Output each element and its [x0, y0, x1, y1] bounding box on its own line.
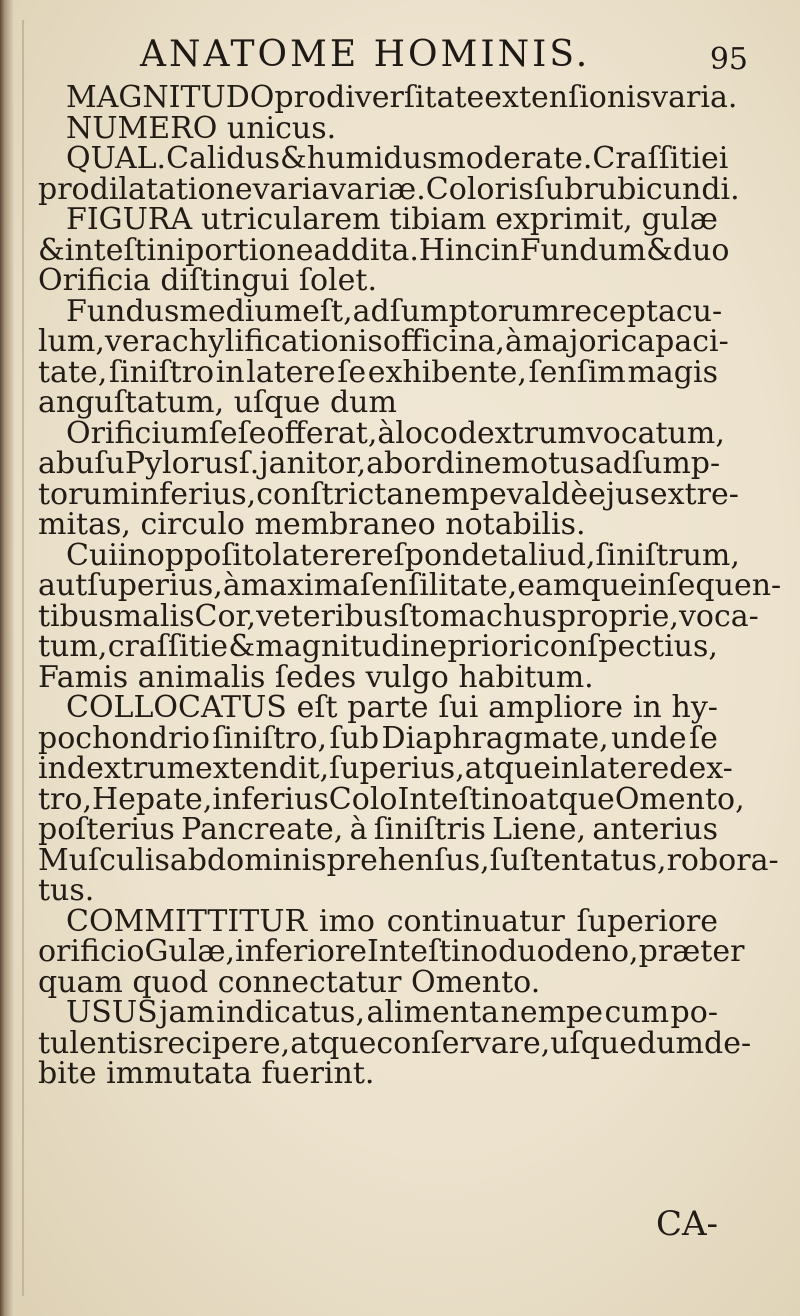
word: oppoſito [146, 537, 273, 573]
word: unicus. [226, 110, 337, 146]
word: extre- [649, 476, 739, 512]
word: MAGNITUDO [66, 80, 275, 115]
word: tro, [38, 781, 92, 817]
word: USUS [66, 995, 158, 1030]
word: præter [638, 934, 745, 969]
word: Hepate, [92, 781, 213, 817]
word: Craſſitiei [592, 141, 729, 176]
word: ſuſtentatus, [489, 842, 667, 878]
word: motus [501, 446, 595, 481]
word: receptacu- [560, 293, 723, 329]
word: Pancreate, [181, 812, 344, 847]
word: de- [703, 1025, 752, 1061]
word: tum, [38, 629, 108, 664]
word: Famis [38, 659, 138, 695]
text-line [38, 354, 718, 390]
word: connectatur [217, 964, 411, 1000]
text-line [38, 690, 718, 725]
word: dex- [669, 751, 733, 786]
catchword: CA- [655, 1204, 718, 1244]
word: ſtomachus [398, 598, 557, 634]
word: latere [272, 537, 362, 573]
word: prehenſus, [326, 842, 490, 878]
word: FIGURA [66, 202, 193, 237]
word: alimenta [366, 995, 500, 1030]
text-line [38, 385, 718, 420]
word: atque [528, 781, 615, 817]
word: ab [38, 446, 76, 481]
word: ſubrubicundi. [533, 171, 740, 207]
word: Coloris [425, 171, 534, 207]
word: à [349, 812, 368, 847]
word: vocatum, [585, 415, 725, 451]
word: janitor, [259, 446, 367, 481]
word: extendit, [194, 751, 330, 786]
text-line [38, 781, 745, 817]
text-line [38, 293, 723, 329]
word: ampliore [488, 690, 624, 725]
word: Muſculis [38, 842, 170, 878]
word: magnitudine [255, 629, 448, 664]
word: fuerint. [261, 1056, 375, 1091]
text-line [38, 507, 718, 542]
word: medium [179, 293, 303, 329]
word: & [228, 629, 256, 664]
word: conſtricta [256, 476, 405, 512]
word: membraneo [254, 507, 446, 542]
word: tulentis [38, 1025, 154, 1061]
text-line [38, 202, 718, 237]
word: conſervare, [376, 1025, 551, 1061]
word: ſuperius, [87, 568, 223, 603]
word: magis [627, 354, 718, 390]
word: ſuperiore [576, 903, 718, 939]
word: nempe [404, 476, 507, 512]
word: moderate. [437, 141, 593, 176]
word: continuatur [386, 903, 565, 939]
word: tibus [38, 598, 114, 634]
word: ſeſe [208, 415, 267, 451]
word: in [632, 690, 662, 725]
text-line [38, 446, 721, 481]
word: cum [604, 995, 670, 1030]
word: ſui [438, 690, 479, 725]
word: veteribus [256, 598, 399, 634]
word: Orificia [38, 263, 161, 298]
word: uſque [550, 1025, 637, 1061]
word: poſterius [38, 812, 175, 847]
word: majori [522, 324, 621, 359]
word: ſiniſtris [373, 812, 486, 847]
word: Cui [66, 537, 118, 573]
word: inſequen- [637, 568, 782, 603]
word: COLLOCATUS [66, 690, 287, 725]
word: Colo [328, 781, 398, 817]
word: loco [395, 415, 458, 451]
word: atque [464, 751, 551, 786]
word: Gulæ, [144, 934, 236, 969]
word: conſpectius, [532, 629, 718, 664]
word: Inteſtino [397, 781, 529, 817]
word: jam [159, 995, 215, 1030]
text-line [38, 934, 745, 969]
text-line [38, 751, 733, 786]
word: Hinc [418, 232, 491, 268]
word: à [504, 324, 523, 359]
word: orificio [38, 934, 145, 969]
word: eſt [296, 690, 338, 725]
word: in [38, 751, 67, 786]
word: utricularem [201, 202, 381, 237]
word: aut [38, 568, 88, 603]
word: Liene, [492, 812, 587, 847]
word: offerat, [266, 415, 378, 451]
word: ſenſim [528, 354, 626, 390]
text-line [38, 812, 718, 847]
word: ſedes [274, 659, 366, 695]
word: tate, [38, 354, 108, 390]
word: ſe [337, 354, 367, 390]
text-line [38, 629, 718, 664]
word: diverſitate [326, 80, 485, 115]
word: gulæ [641, 202, 718, 237]
word: varia [252, 171, 330, 207]
word: circulo [140, 507, 255, 542]
text-line [38, 842, 779, 878]
word: latere [579, 751, 670, 786]
word: & [280, 141, 307, 176]
text-line [38, 80, 738, 115]
word: & [38, 232, 65, 268]
word: pro [274, 80, 326, 115]
text-line [38, 476, 739, 512]
word: torum [38, 476, 131, 512]
text-line [38, 568, 782, 603]
word: Orificium [66, 415, 209, 451]
text-line [38, 324, 729, 359]
binding-gutter [0, 0, 14, 1316]
gutter-shadow [22, 20, 24, 1296]
word: animalis [137, 659, 275, 695]
word: voca- [678, 598, 759, 634]
word: adſumptorum [352, 293, 561, 329]
running-title: ANATOME HOMINIS. [140, 34, 591, 75]
text-line [38, 232, 730, 268]
text-line [38, 110, 718, 146]
word: anterius [592, 812, 718, 847]
word: ſenſilitate, [359, 568, 518, 603]
word: inferiore [235, 934, 367, 969]
word: ſ. [238, 446, 260, 481]
word: in [550, 751, 580, 786]
word: inteſtini [64, 232, 186, 268]
word: ſuperius, [329, 751, 465, 786]
body-text [38, 80, 782, 1091]
word: inferius, [130, 476, 257, 512]
word: eſt, [302, 293, 353, 329]
word: Fundus [66, 293, 180, 329]
word: robora- [666, 842, 779, 878]
word: dextrum [66, 751, 195, 786]
text-line [38, 659, 718, 695]
text-line [38, 141, 729, 176]
word: pro [38, 171, 90, 207]
word: in [215, 354, 245, 390]
word: imo [318, 903, 375, 939]
word: aliud, [510, 537, 596, 573]
word: Cor, [194, 598, 257, 634]
word: valdè [506, 476, 589, 512]
word: addita. [313, 232, 419, 268]
word: portione [185, 232, 314, 268]
word: priori [447, 629, 533, 664]
word: Diaphragmate, [381, 720, 609, 756]
word: ejus [588, 476, 650, 512]
word: diſtingui [160, 263, 299, 298]
word: tibiam [389, 202, 487, 237]
word: immutata [106, 1056, 262, 1091]
word: varia. [651, 80, 738, 115]
word: po- [670, 995, 718, 1030]
word: recipere, [153, 1025, 291, 1061]
word: mitas, [38, 507, 141, 542]
word: QUAL. [66, 141, 167, 176]
word: proprie, [556, 598, 679, 634]
text-line [38, 964, 718, 1000]
word: uſque [233, 385, 330, 420]
word: eamque [517, 568, 638, 603]
word: dilatatione [89, 171, 253, 207]
text-line [38, 1025, 752, 1061]
page-header [40, 28, 760, 78]
word: duo [672, 232, 730, 268]
word: exprimit, [495, 202, 633, 237]
text-line [38, 263, 718, 298]
word: Fundum [519, 232, 647, 268]
word: latere [246, 354, 336, 390]
word: à [377, 415, 396, 451]
text-line [38, 873, 718, 908]
word: ſiniſtrum, [595, 537, 740, 573]
text-line [38, 720, 718, 756]
word: dum [329, 385, 397, 420]
word: inferius [212, 781, 329, 817]
text-line [38, 903, 718, 939]
word: habitum. [458, 659, 594, 695]
word: extenſionis [484, 80, 652, 115]
word: maxima [240, 568, 360, 603]
page-number: 95 [709, 42, 748, 77]
word: in [490, 232, 520, 268]
word: ordine [403, 446, 502, 481]
word: uſu [75, 446, 125, 481]
word: exhibente, [367, 354, 527, 390]
word: Omento. [411, 964, 541, 1000]
word: malis [113, 598, 195, 634]
text-line [38, 995, 718, 1030]
word: pochondrio [38, 720, 210, 756]
word: humidus [306, 141, 438, 176]
word: ab [366, 446, 404, 481]
word: parte [347, 690, 429, 725]
word: quod [132, 964, 218, 1000]
word: reſpondet [361, 537, 511, 573]
text-line [38, 171, 740, 207]
word: à [222, 568, 241, 603]
word: officina, [382, 324, 505, 359]
word: capaci- [620, 324, 729, 359]
word: duodeno, [498, 934, 639, 969]
word: vera [104, 324, 172, 359]
word: ſiniſtro [108, 354, 215, 390]
word: in [117, 537, 147, 573]
word: abdominis [169, 842, 327, 878]
text-line [38, 537, 740, 573]
word: atque [290, 1025, 377, 1061]
word: nempe [500, 995, 603, 1030]
word: hy- [671, 690, 718, 725]
word: craſſitie [107, 629, 228, 664]
word: bite [38, 1056, 107, 1091]
word: anguſtatum, [38, 385, 234, 420]
word: unde [611, 720, 687, 756]
word: Calidus [166, 141, 281, 176]
text-line [38, 1056, 718, 1091]
word: Pylorus [124, 446, 239, 481]
word: dum [637, 1025, 704, 1061]
word: notabilis. [445, 507, 586, 542]
word: vulgo [365, 659, 459, 695]
text-line [38, 415, 725, 451]
word: adſump- [594, 446, 721, 481]
word: indicatus, [216, 995, 365, 1030]
word: NUMERO [66, 110, 227, 146]
word: ſolet. [298, 263, 377, 298]
word: quam [38, 964, 133, 1000]
word: ſe [689, 720, 718, 756]
word: tus. [38, 873, 95, 908]
word: lum, [38, 324, 105, 359]
word: ſub [329, 720, 380, 756]
word: variæ. [329, 171, 426, 207]
word: & [646, 232, 673, 268]
word: Inteſtino [366, 934, 499, 969]
word: COMMITTITUR [66, 903, 308, 939]
word: Omento, [614, 781, 745, 817]
word: chylificationis [171, 324, 383, 359]
word: ſiniſtro, [212, 720, 328, 756]
text-line [38, 598, 759, 634]
word: dextrum [457, 415, 586, 451]
